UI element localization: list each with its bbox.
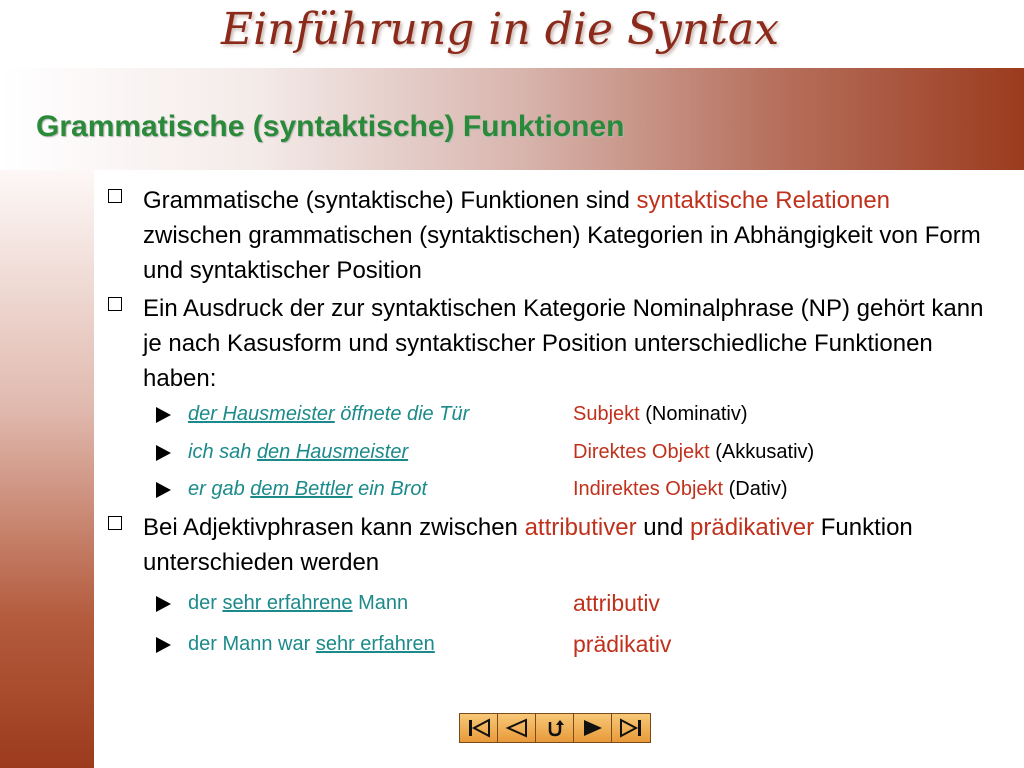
example-sentence (188, 586, 408, 620)
underlined-phrase: sehr erfahrene (222, 592, 353, 614)
last-slide-icon (618, 718, 644, 738)
highlight-term: prädikativer (690, 514, 815, 541)
function-label (573, 435, 814, 469)
left-gradient-bar (0, 170, 94, 768)
function-name: attributiv (573, 590, 660, 616)
example-text: Mann (352, 592, 409, 614)
example-row (156, 627, 996, 661)
case-label: (Dativ) (723, 478, 788, 500)
function-label (573, 397, 748, 431)
bullet-item (108, 183, 993, 288)
triangle-bullet-icon (156, 445, 171, 461)
bullet-text-part: zwischen grammatischen (syntaktischen) Kategorien in Abhängigkeit von Form und syntaktischer Position (143, 222, 981, 284)
bullet-text (143, 183, 993, 288)
example-text: öffnete die Tür (334, 403, 470, 425)
triangle-bullet-icon (156, 596, 171, 612)
function-name: Direktes Objekt (573, 441, 710, 463)
example-sentence (188, 435, 408, 469)
function-name: Indirektes Objekt (573, 478, 724, 500)
bullet-text (143, 510, 993, 580)
example-row (156, 586, 996, 620)
function-label (573, 472, 788, 506)
example-text: der (188, 592, 223, 614)
header-title: Einführung in die Syntax (220, 4, 780, 55)
next-slide-button[interactable] (574, 714, 612, 742)
square-bullet-icon (108, 516, 122, 530)
previous-slide-icon (504, 718, 530, 738)
example-text: der Mann war (188, 633, 316, 655)
example-text: ich sah (188, 441, 257, 463)
triangle-bullet-icon (156, 482, 171, 498)
first-slide-icon (466, 718, 492, 738)
return-button[interactable] (536, 714, 574, 742)
underlined-phrase: der Hausmeister (188, 403, 335, 425)
bullet-item (108, 510, 993, 580)
example-row (156, 435, 996, 469)
example-text: ein Brot (352, 478, 428, 500)
example-row (156, 397, 996, 431)
previous-slide-button[interactable] (498, 714, 536, 742)
bullet-text-part: Grammatische (syntaktische) Funktionen sind (143, 187, 637, 214)
underlined-phrase: den Hausmeister (256, 441, 409, 463)
highlight-term: attributiver (524, 514, 637, 541)
square-bullet-icon (108, 189, 122, 203)
slide-title: Grammatische (syntaktische) Funktionen (36, 110, 625, 143)
function-name: Subjekt (573, 403, 640, 425)
square-bullet-icon (108, 297, 122, 311)
return-icon (542, 718, 568, 738)
example-text: er gab (188, 478, 251, 500)
example-sentence (188, 627, 435, 661)
bullet-text-part: Bei Adjektivphrasen kann zwischen (143, 514, 525, 541)
example-sentence (188, 472, 427, 506)
bullet-text-part: Funktion unterschieden werden (143, 514, 913, 576)
example-sentence (188, 397, 469, 431)
last-slide-button[interactable] (612, 714, 650, 742)
highlight-term: syntaktische Relationen (636, 187, 891, 214)
bullet-item (108, 291, 993, 396)
next-slide-icon (580, 718, 606, 738)
first-slide-button[interactable] (460, 714, 498, 742)
case-label: (Nominativ) (639, 403, 748, 425)
bullet-text-part: und (636, 514, 690, 541)
underlined-phrase: sehr erfahren (315, 633, 435, 655)
underlined-phrase: dem Bettler (250, 478, 353, 500)
bullet-text: Ein Ausdruck der zur syntaktischen Kategorie Nominalphrase (NP) gehört kann je nach Kasusform und syntaktischer Position unterschiedliche Funktionen haben: (143, 295, 984, 392)
function-name: prädikativ (573, 631, 672, 657)
example-row (156, 472, 996, 506)
triangle-bullet-icon (156, 407, 171, 423)
case-label: (Akkusativ) (709, 441, 815, 463)
triangle-bullet-icon (156, 637, 171, 653)
slide-navigation (459, 713, 651, 743)
